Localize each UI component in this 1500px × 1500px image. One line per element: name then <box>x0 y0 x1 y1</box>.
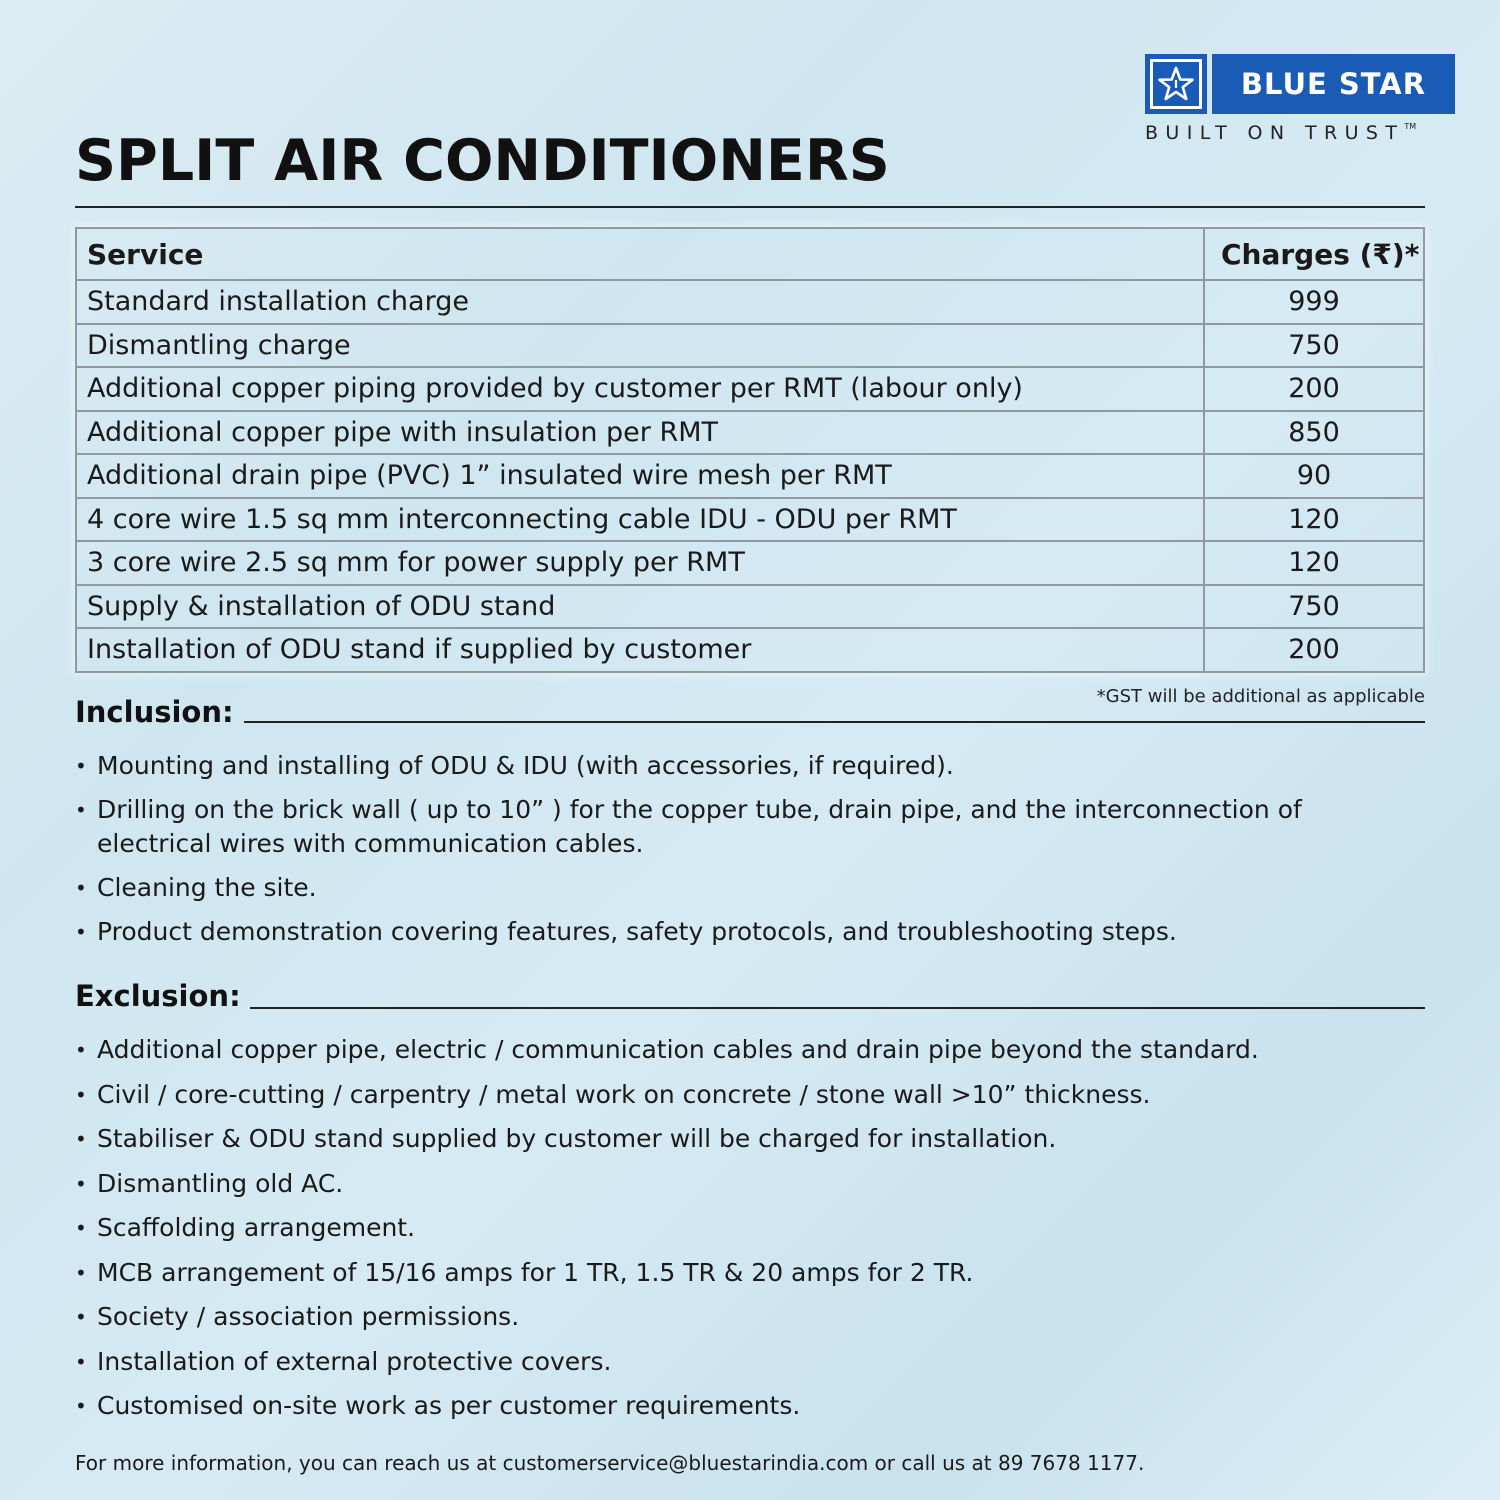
header-charges: Charges (₹)* <box>1204 228 1424 280</box>
list-item: • Mounting and installing of ODU & IDU (with accessories, if required). <box>75 749 1395 783</box>
table-row <box>76 367 1424 411</box>
title-divider <box>75 206 1425 208</box>
cell-charge: 850 <box>1204 411 1424 455</box>
list-item: • Cleaning the site. <box>75 871 1395 905</box>
table-row <box>76 411 1424 455</box>
cell-charge: 120 <box>1204 541 1424 585</box>
charges-table <box>75 227 1425 673</box>
star-icon <box>1158 66 1194 102</box>
list-item: • Civil / core-cutting / carpentry / metal work on concrete / stone wall >10” thickness. <box>75 1078 1395 1112</box>
cell-charge: 200 <box>1204 367 1424 411</box>
cell-service: Additional drain pipe (PVC) 1” insulated wire mesh per RMT <box>76 454 1204 498</box>
list-item: • Installation of external protective covers. <box>75 1345 1395 1379</box>
exclusion-divider <box>250 1007 1425 1009</box>
table-row <box>76 585 1424 629</box>
brand-name: BLUE STAR <box>1212 54 1455 114</box>
contact-footer: For more information, you can reach us at customerservice@bluestarindia.com or call us at 89 7678 1177. <box>75 1451 1145 1475</box>
brand-tagline: BUILT ON TRUST™ <box>1145 122 1417 144</box>
cell-service: Dismantling charge <box>76 324 1204 368</box>
cell-charge: 200 <box>1204 628 1424 672</box>
list-item: • Dismantling old AC. <box>75 1167 1395 1201</box>
list-item: • Additional copper pipe, electric / communication cables and drain pipe beyond the standard. <box>75 1033 1395 1067</box>
list-item: • Customised on-site work as per customer requirements. <box>75 1389 1395 1423</box>
table-row <box>76 454 1424 498</box>
header-service: Service <box>76 228 1204 280</box>
gst-note: *GST will be additional as applicable <box>1096 686 1425 707</box>
cell-charge: 750 <box>1204 585 1424 629</box>
list-item: • Society / association permissions. <box>75 1300 1395 1334</box>
page-title: SPLIT AIR CONDITIONERS <box>75 128 890 194</box>
list-item: • Drilling on the brick wall ( up to 10” ) for the copper tube, drain pipe, and the interconnection of electrical wires with communication cables. <box>75 793 1395 861</box>
cell-service: Additional copper piping provided by customer per RMT (labour only) <box>76 367 1204 411</box>
inclusion-list <box>75 749 1395 949</box>
inclusion-heading: Inclusion: <box>75 695 234 729</box>
exclusion-list <box>75 1033 1395 1423</box>
table-header-row <box>76 228 1424 280</box>
table-row <box>76 324 1424 368</box>
table-row <box>76 498 1424 542</box>
trademark-mark: TM <box>1404 122 1417 131</box>
cell-service: Additional copper pipe with insulation per RMT <box>76 411 1204 455</box>
list-item: • Product demonstration covering features, safety protocols, and troubleshooting steps. <box>75 915 1395 949</box>
cell-service: 4 core wire 1.5 sq mm interconnecting cable IDU - ODU per RMT <box>76 498 1204 542</box>
cell-service: Standard installation charge <box>76 280 1204 324</box>
exclusion-heading: Exclusion: <box>75 979 241 1013</box>
cell-charge: 90 <box>1204 454 1424 498</box>
brand-logo <box>1145 54 1455 144</box>
cell-charge: 120 <box>1204 498 1424 542</box>
cell-charge: 999 <box>1204 280 1424 324</box>
table-row <box>76 280 1424 324</box>
inclusion-divider <box>244 721 1425 723</box>
list-item: • Stabiliser & ODU stand supplied by customer will be charged for installation. <box>75 1122 1395 1156</box>
cell-service: 3 core wire 2.5 sq mm for power supply per RMT <box>76 541 1204 585</box>
list-item: • MCB arrangement of 15/16 amps for 1 TR, 1.5 TR & 20 amps for 2 TR. <box>75 1256 1395 1290</box>
cell-service: Supply & installation of ODU stand <box>76 585 1204 629</box>
cell-service: Installation of ODU stand if supplied by customer <box>76 628 1204 672</box>
table-row <box>76 628 1424 672</box>
list-item: • Scaffolding arrangement. <box>75 1211 1395 1245</box>
table-row <box>76 541 1424 585</box>
star-icon-box <box>1145 54 1207 114</box>
cell-charge: 750 <box>1204 324 1424 368</box>
